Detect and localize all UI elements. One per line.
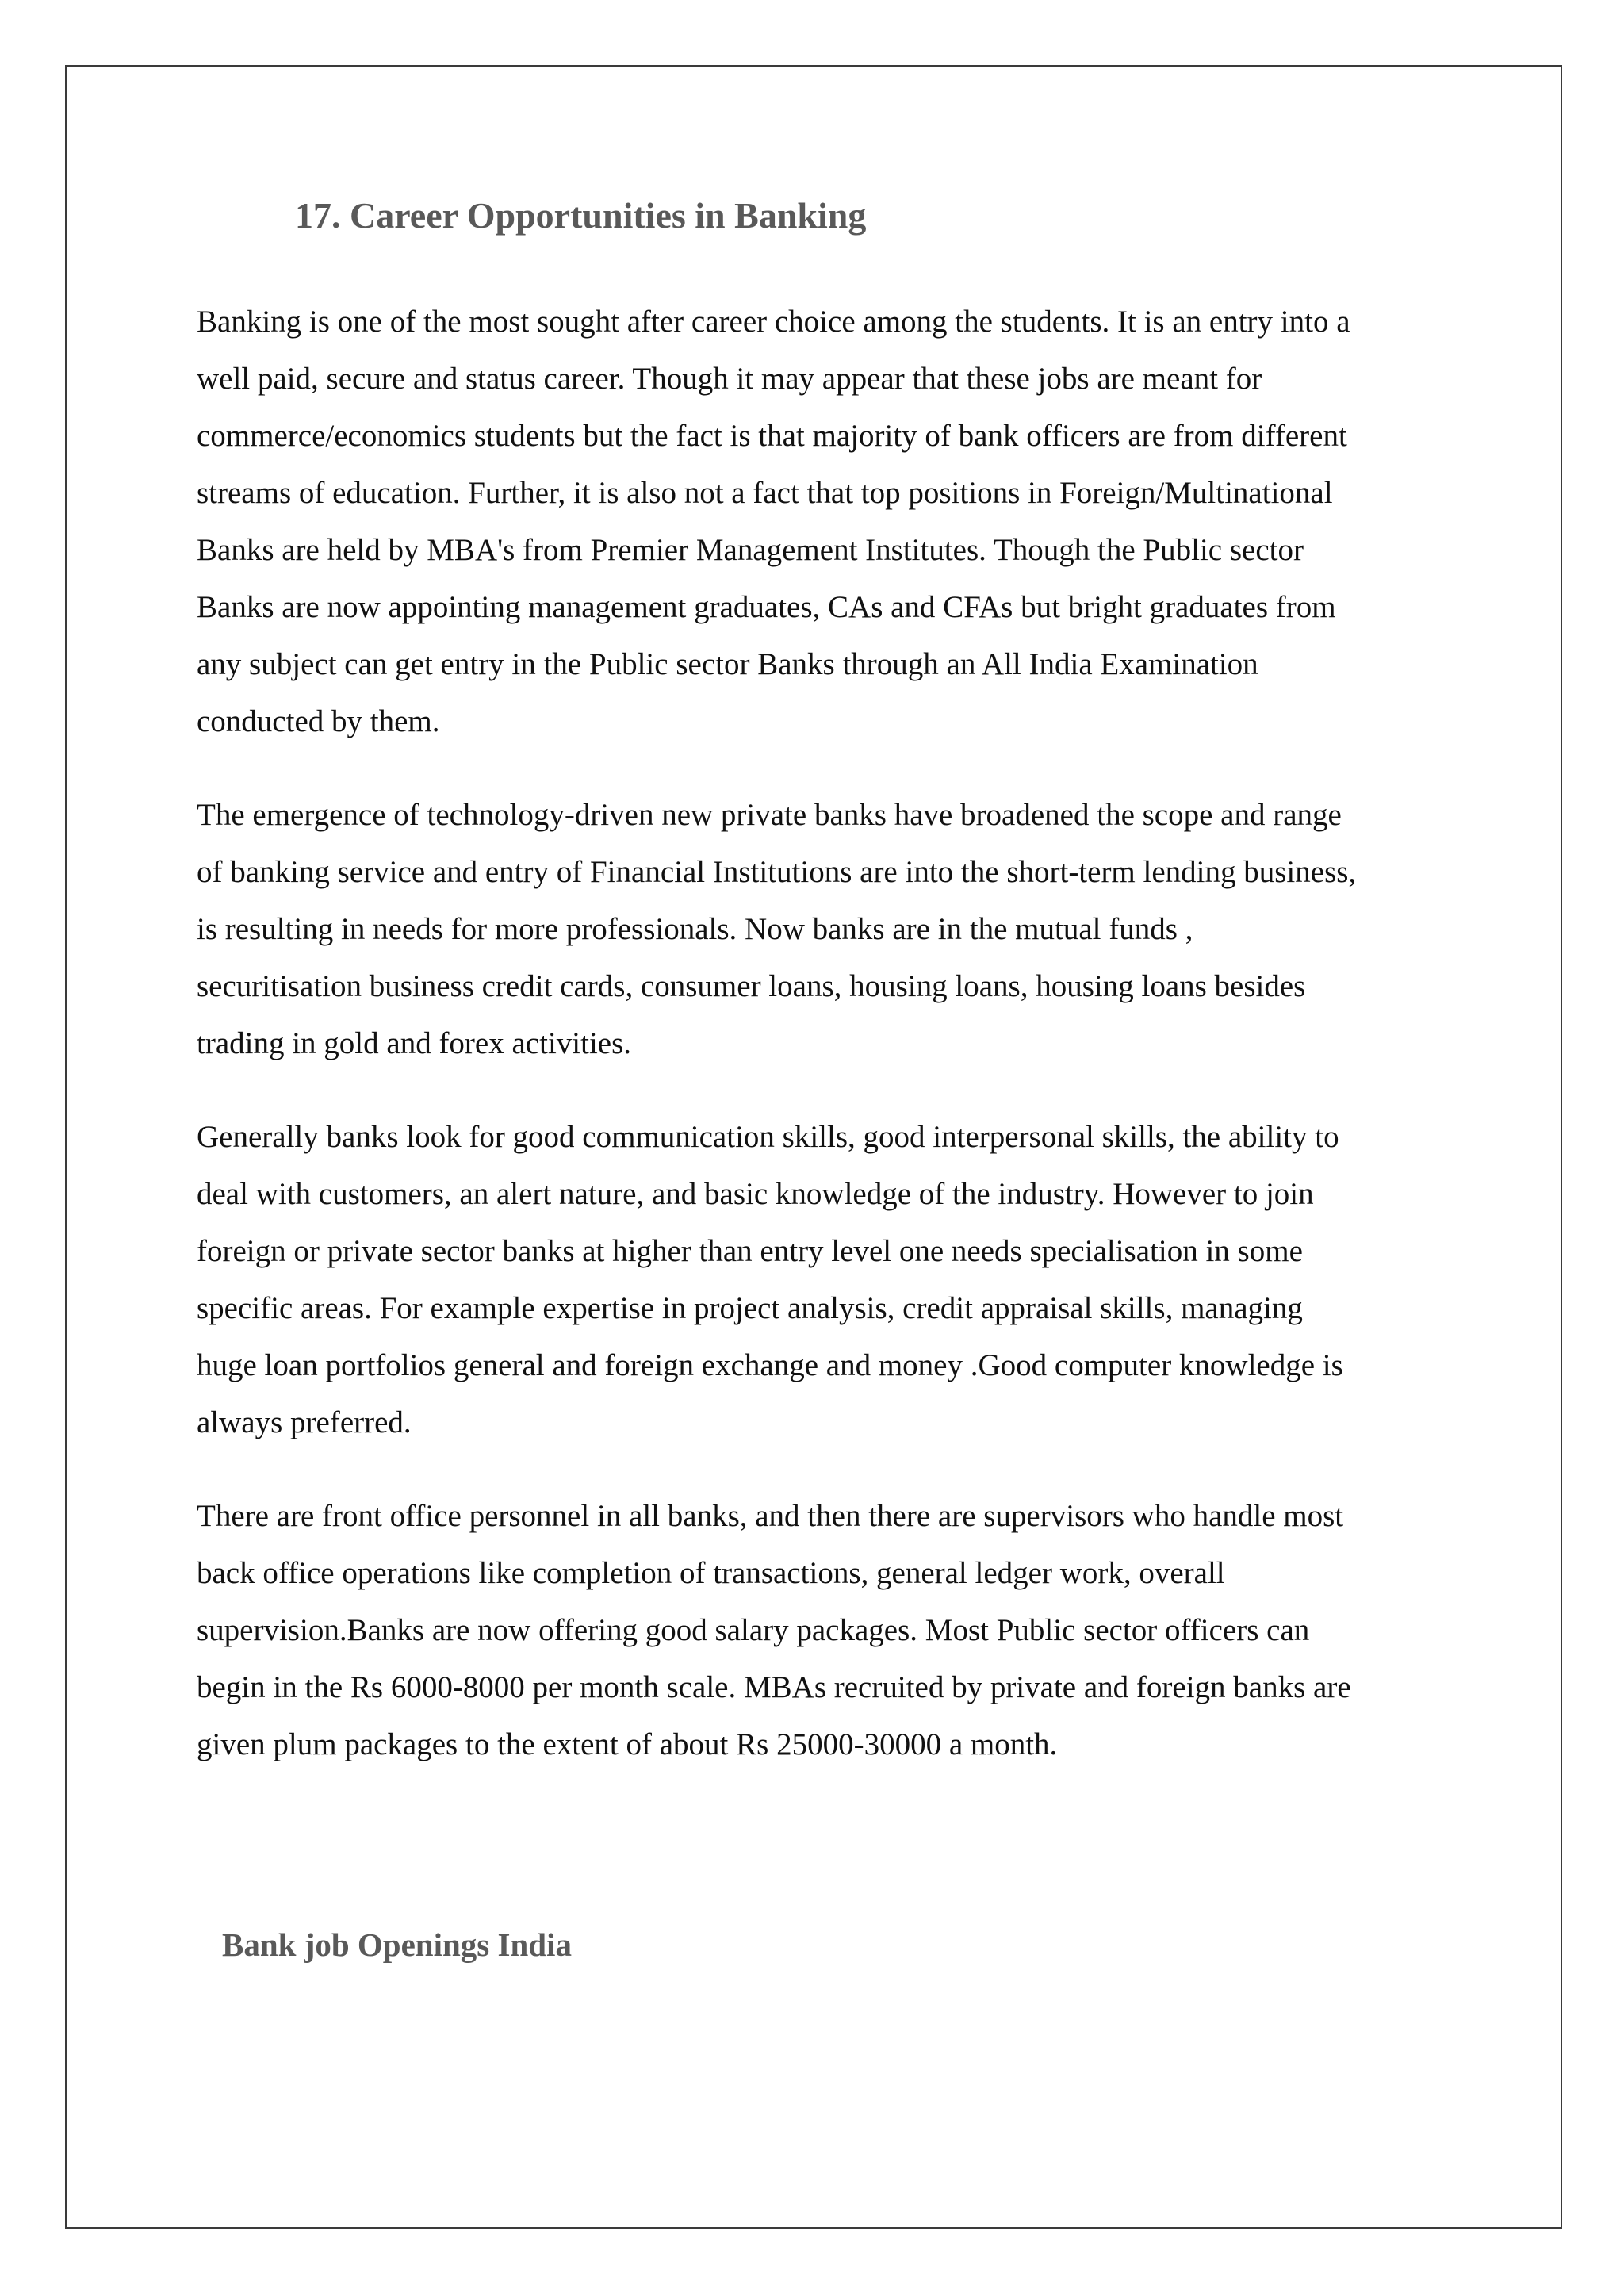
text-line: any subject can get entry in the Public sector Banks through an All India Examination (197, 647, 1258, 681)
text-line: back office operations like completion of transactions, general ledger work, overall (197, 1556, 1225, 1590)
text-line: Banking is one of the most sought after career choice among the students. It is an entry into a (197, 305, 1350, 339)
text-line: streams of education. Further, it is also not a fact that top positions in Foreign/Multinational (197, 476, 1333, 510)
paragraph (197, 293, 1450, 750)
text-line: trading in gold and forex activities. (197, 1026, 632, 1060)
text-line: always preferred. (197, 1405, 412, 1439)
text-line: specific areas. For example expertise in project analysis, credit appraisal skills, managing (197, 1291, 1303, 1325)
text-line: Generally banks look for good communication skills, good interpersonal skills, the ability to (197, 1120, 1339, 1154)
text-line: deal with customers, an alert nature, and basic knowledge of the industry. However to join (197, 1177, 1314, 1211)
text-line: huge loan portfolios general and foreign exchange and money .Good computer knowledge is (197, 1348, 1343, 1382)
text-line: of banking service and entry of Financial Institutions are into the short-term lending business, (197, 855, 1357, 889)
text-line: conducted by them. (197, 704, 440, 738)
text-line: foreign or private sector banks at higher than entry level one needs specialisation in some (197, 1234, 1303, 1268)
body-text (197, 293, 1450, 1810)
text-line: is resulting in needs for more professionals. Now banks are in the mutual funds , (197, 912, 1193, 946)
text-line: Banks are held by MBA's from Premier Management Institutes. Though the Public sector (197, 533, 1304, 567)
text-line: securitisation business credit cards, consumer loans, housing loans, housing loans besides (197, 969, 1306, 1003)
paragraph (197, 787, 1450, 1072)
text-line: The emergence of technology-driven new private banks have broadened the scope and range (197, 798, 1342, 832)
text-line: given plum packages to the extent of about Rs 25000-30000 a month. (197, 1727, 1058, 1761)
text-line: begin in the Rs 6000-8000 per month scale. MBAs recruited by private and foreign banks are (197, 1670, 1351, 1704)
section-subheading: Bank job Openings India (222, 1926, 572, 1963)
paragraph (197, 1109, 1450, 1451)
text-line: well paid, secure and status career. Though it may appear that these jobs are meant for (197, 362, 1262, 396)
text-line: supervision.Banks are now offering good salary packages. Most Public sector officers can (197, 1613, 1310, 1647)
page-title: 17. Career Opportunities in Banking (295, 195, 867, 236)
text-line: There are front office personnel in all banks, and then there are supervisors who handle most (197, 1499, 1344, 1533)
text-line: commerce/economics students but the fact is that majority of bank officers are from different (197, 419, 1347, 453)
paragraph (197, 1488, 1450, 1773)
text-line: Banks are now appointing management graduates, CAs and CFAs but bright graduates from (197, 590, 1336, 624)
